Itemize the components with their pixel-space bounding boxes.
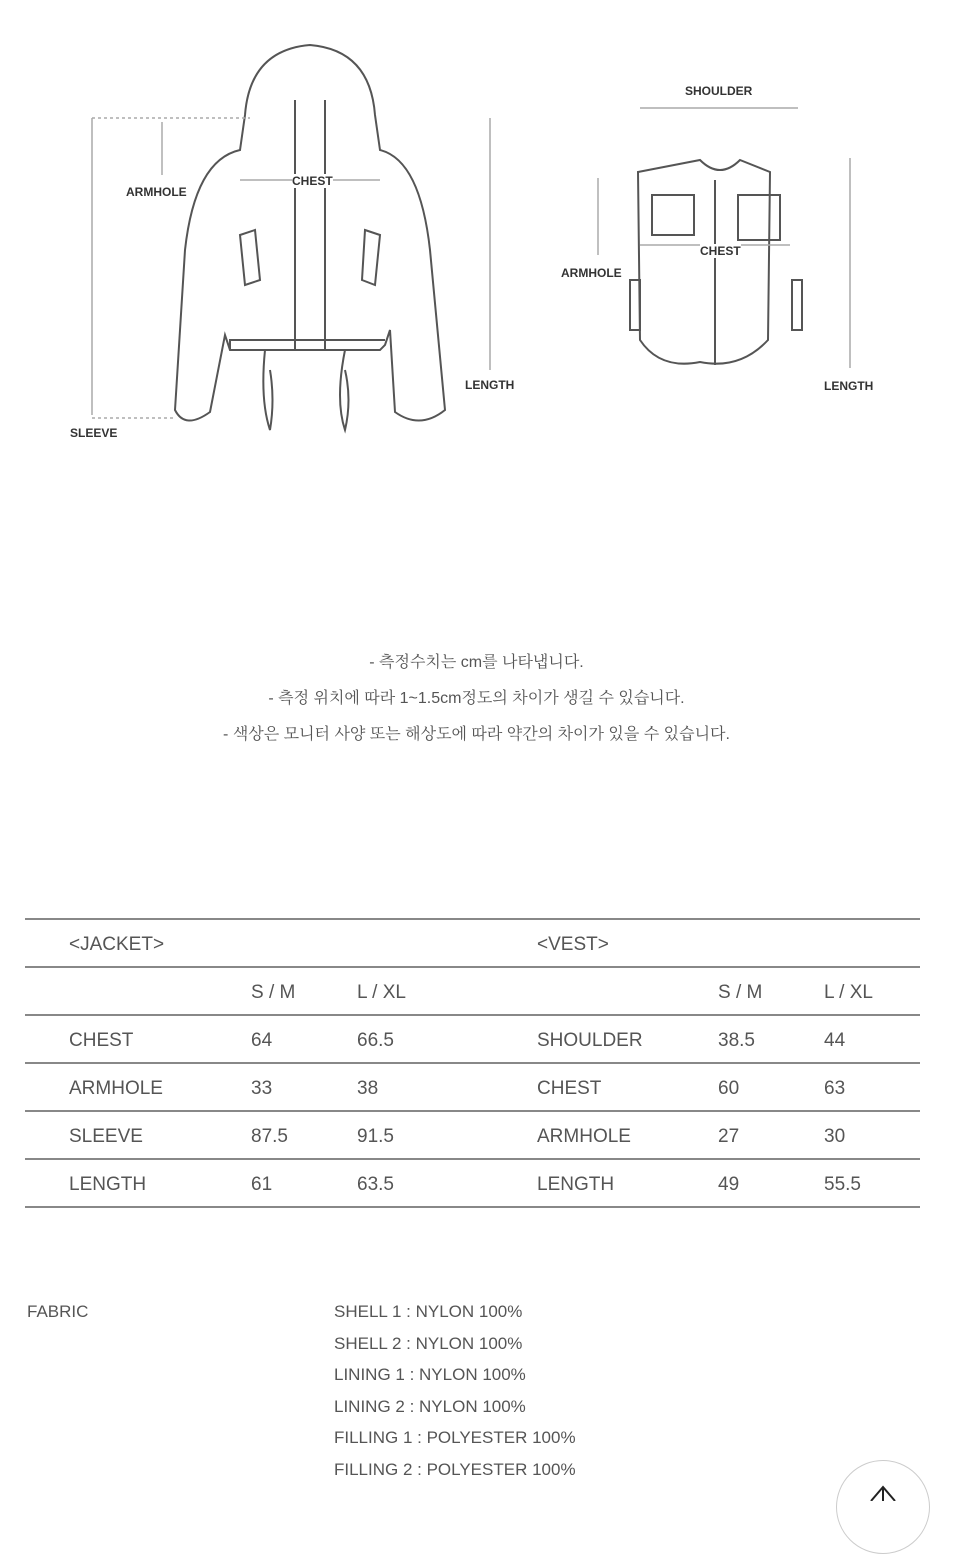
fabric-label: FABRIC: [27, 1302, 89, 1321]
fabric-item: FILLING 2 : POLYESTER 100%: [334, 1460, 576, 1479]
measurement-lines: [92, 108, 850, 418]
jacket-length-label: LENGTH: [465, 378, 515, 392]
jacket-armhole-label: ARMHOLE: [126, 185, 187, 199]
arrow-up-icon: [837, 1461, 929, 1501]
table-cell: 61: [251, 1174, 273, 1195]
jacket-title: <JACKET>: [69, 934, 165, 955]
table-cell: SHOULDER: [537, 1030, 643, 1051]
table-cell: LENGTH: [69, 1174, 147, 1195]
table-row: [25, 1160, 920, 1208]
table-cell: ARMHOLE: [537, 1126, 631, 1147]
note: - 측정 위치에 따라 1~1.5cm정도의 차이가 생길 수 있습니다.: [268, 690, 685, 707]
table-title-row: [25, 920, 920, 968]
table-cell: 63.5: [357, 1174, 394, 1195]
size-header: S / M: [718, 982, 763, 1003]
table-cell: 49: [718, 1174, 740, 1195]
table-cell: 30: [824, 1126, 846, 1147]
table-cell: 33: [251, 1078, 273, 1099]
size-header: S / M: [251, 982, 296, 1003]
size-table: [25, 918, 920, 1208]
vest-drawing: [630, 160, 802, 365]
table-cell: 38.5: [718, 1030, 755, 1051]
table-cell: 55.5: [824, 1174, 861, 1195]
fabric-item: FILLING 1 : POLYESTER 100%: [334, 1428, 576, 1448]
table-cell: 64: [251, 1030, 273, 1051]
note: - 색상은 모니터 사양 또는 해상도에 따라 약간의 차이가 있을 수 있습니다.: [223, 726, 730, 743]
jacket-sleeve-label: SLEEVE: [70, 426, 118, 440]
jacket-drawing: [175, 45, 445, 430]
vest-title: <VEST>: [537, 934, 609, 955]
fabric-item: LINING 1 : NYLON 100%: [334, 1365, 526, 1385]
table-header-row: [25, 968, 920, 1016]
fabric-item: SHELL 2 : NYLON 100%: [334, 1333, 523, 1353]
table-cell: 44: [824, 1030, 846, 1051]
table-cell: 27: [718, 1126, 740, 1147]
fabric-item: SHELL 1 : NYLON 100%: [334, 1302, 523, 1321]
table-cell: 66.5: [357, 1030, 394, 1051]
size-header: L / XL: [824, 982, 873, 1003]
table-cell: SLEEVE: [69, 1126, 143, 1147]
table-cell: 63: [824, 1078, 846, 1099]
fabric-item: LINING 2 : NYLON 100%: [334, 1396, 526, 1416]
table-cell: CHEST: [537, 1078, 602, 1099]
table-cell: ARMHOLE: [69, 1078, 163, 1099]
vest-shoulder-label: SHOULDER: [685, 84, 753, 98]
table-cell: LENGTH: [537, 1174, 615, 1195]
scroll-to-top-button[interactable]: [836, 1460, 930, 1554]
table-cell: CHEST: [69, 1030, 134, 1051]
table-row: [25, 1016, 920, 1064]
table-cell: 87.5: [251, 1126, 288, 1147]
vest-length-label: LENGTH: [824, 379, 874, 393]
table-row: [25, 1064, 920, 1112]
table-cell: 91.5: [357, 1126, 394, 1147]
table-cell: 60: [718, 1078, 740, 1099]
note: - 측정수치는 cm를 나타냅니다.: [369, 654, 584, 671]
size-header: L / XL: [357, 982, 406, 1003]
table-cell: 38: [357, 1078, 379, 1099]
jacket-chest-label: CHEST: [292, 174, 333, 188]
vest-armhole-label: ARMHOLE: [561, 266, 622, 280]
vest-chest-label: CHEST: [700, 244, 741, 258]
table-row: [25, 1112, 920, 1160]
measurement-notes: [0, 645, 953, 753]
